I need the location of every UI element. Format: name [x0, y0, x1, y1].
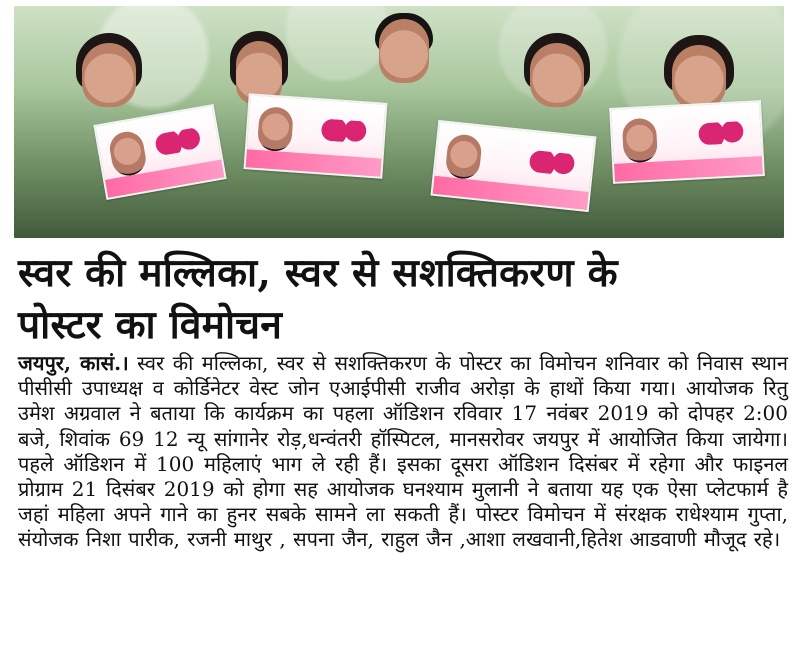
person-4-face [530, 43, 584, 107]
article-body [18, 351, 788, 553]
poster-4 [609, 100, 765, 184]
headline-line-2: पोस्टर का विमोचन [18, 302, 283, 348]
person-1-face [82, 43, 136, 107]
poster-3-title-graphic [528, 150, 582, 177]
poster-2 [244, 93, 388, 179]
article-body-text: स्वर की मल्लिका, स्वर से सशक्तिकरण के पोस्टर का विमोचन शनिवार को निवास स्थान पीसीसी उपाध्यक्ष व कोर्डिनेटर वेस्ट जोन एआईपीसी राजीव अरोड़ा के हाथों किया गया। आयोजक रितु उमेश अग्रवाल ने बताया कि कार्यक्रम का पहला ऑडिशन रविवार 17 नवंबर 2019 को दोपहर 2:00 बजे, शिवांक 69 12 न्यू सांगानेर रोड़,धन्वंतरी हॉस्पिटल, मानसरोवर जयपुर में आयोजित किया जायेगा। पहले ऑडिशन में 100 महिलाएं भाग ले रही हैं। इसका दूसरा ऑडिशन दिसंबर में रहेगा और फाइनल प्रोग्राम 21 दिसंबर 2019 को होगा सह आयोजक घनश्याम मुलानी ने बताया यह एक ऐसा प्लेटफार्म है जहां महिला अपने गाने का हुनर सबके सामने ला सकती हैं। पोस्टर विमोचन में संरक्षक राधेश्याम गुप्ता, संयोजक निशा पारीक, रजनी माथुर , सपना जैन, राहुल जैन ,आशा लखवानी,हितेश आडवाणी मौजूद रहे। [18, 351, 788, 552]
article-headline [18, 247, 788, 351]
poster-3-portrait [444, 133, 482, 180]
poster-2-title-graphic [321, 118, 374, 144]
poster-4-title-graphic [698, 121, 751, 146]
poster-2-portrait [257, 106, 294, 152]
person-3-face [379, 19, 429, 83]
poster-1-title-graphic [154, 126, 209, 157]
event-photo [14, 6, 784, 238]
headline-line-1: स्वर की मल्लिका, स्वर से सशक्तिकरण के [18, 250, 618, 296]
poster-4-portrait [622, 118, 658, 164]
poster-1-portrait [107, 129, 148, 178]
article-byline: जयपुर, कासं.। [18, 351, 129, 375]
person-5-face [672, 45, 726, 109]
